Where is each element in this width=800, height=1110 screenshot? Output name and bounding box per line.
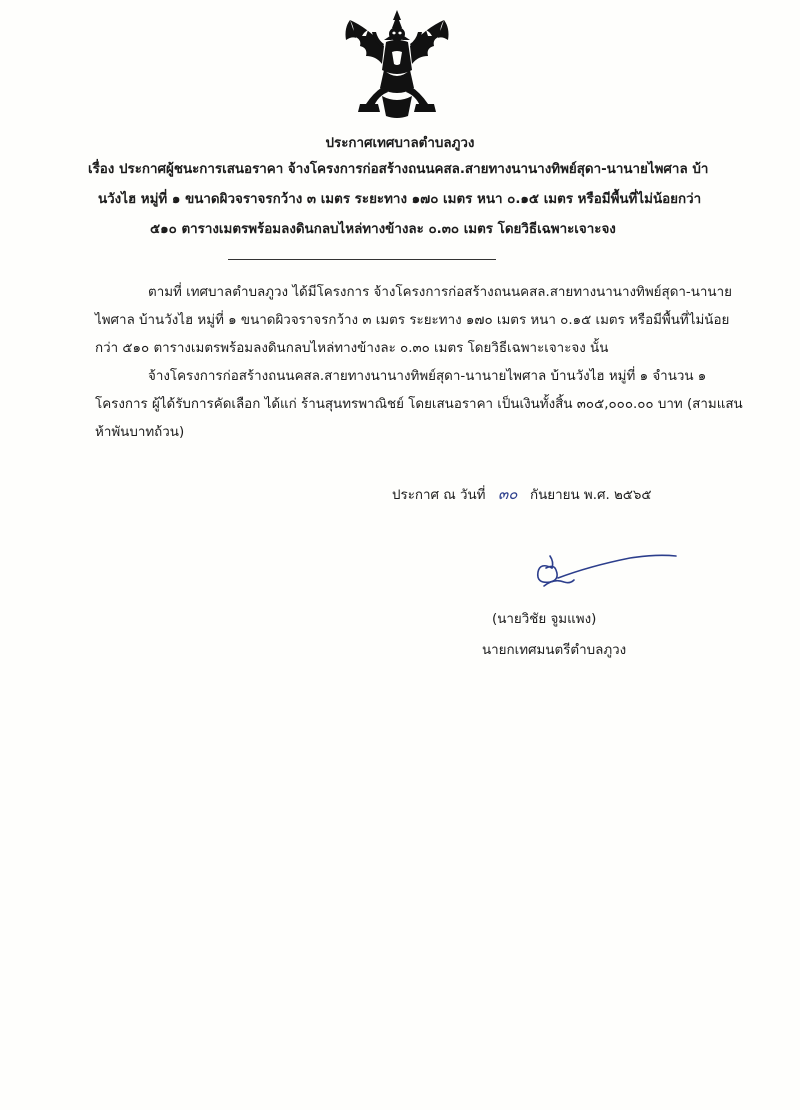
paragraph-2-line-3: ห้าพันบาทถ้วน) xyxy=(95,425,185,440)
signer-name: (นายวิชัย จูมแพง) xyxy=(492,612,597,627)
header-divider xyxy=(228,259,496,260)
announcement-date xyxy=(392,485,652,505)
announcement-title: ประกาศเทศบาลตำบลภูวง xyxy=(325,136,475,151)
date-suffix: กันยายน พ.ศ. ๒๕๖๕ xyxy=(529,488,652,503)
subject-line-3: ๕๑๐ ตารางเมตรพร้อมลงดินกลบไหล่ทางข้างละ ๐.๓๐ เมตร โดยวิธีเฉพาะเจาะจง xyxy=(150,222,616,237)
date-prefix: ประกาศ ณ วันที่ xyxy=(392,488,486,503)
garuda-emblem-icon xyxy=(338,8,456,120)
paragraph-2-line-2: โครงการ ผู้ได้รับการคัดเลือก ได้แก่ ร้านสุนทรพาณิชย์ โดยเสนอราคา เป็นเงินทั้งสิ้น ๓๐๕,๐๐๐.๐๐ บาท (สามแสน xyxy=(95,397,743,412)
paragraph-2-line-1: จ้างโครงการก่อสร้างถนนคสล.สายทางนานางทิพย์สุดา-นานายไพศาล บ้านวังไฮ หมู่ที่ ๑ จำนวน ๑ xyxy=(148,369,707,384)
signer-title: นายกเทศมนตรีตำบลภูวง xyxy=(482,643,627,658)
date-day-handwritten: ๓๐ xyxy=(498,485,518,503)
subject-line-1: เรื่อง ประกาศผู้ชนะการเสนอราคา จ้างโครงการก่อสร้างถนนคสล.สายทางนานางทิพย์สุดา-นานายไพศาล บ้า xyxy=(88,162,709,177)
paragraph-1-line-1: ตามที่ เทศบาลตำบลภูวง ได้มีโครงการ จ้างโครงการก่อสร้างถนนคสล.สายทางนานางทิพย์สุดา-นานาย xyxy=(148,285,732,300)
paragraph-1-line-2: ไพศาล บ้านวังไฮ หมู่ที่ ๑ ขนาดผิวจราจรกว้าง ๓ เมตร ระยะทาง ๑๗๐ เมตร หนา ๐.๑๕ เมตร หรือมีพื้นที่ไม่น้อย xyxy=(95,313,730,328)
paragraph-1-line-3: กว่า ๕๑๐ ตารางเมตรพร้อมลงดินกลบไหล่ทางข้างละ ๐.๓๐ เมตร โดยวิธีเฉพาะเจาะจง นั้น xyxy=(95,341,609,356)
handwritten-signature-icon xyxy=(530,548,680,596)
subject-line-2: นวังไฮ หมู่ที่ ๑ ขนาดผิวจราจรกว้าง ๓ เมตร ระยะทาง ๑๗๐ เมตร หนา ๐.๑๕ เมตร หรือมีพื้นที่ไม่น้อยกว่า xyxy=(98,192,702,207)
